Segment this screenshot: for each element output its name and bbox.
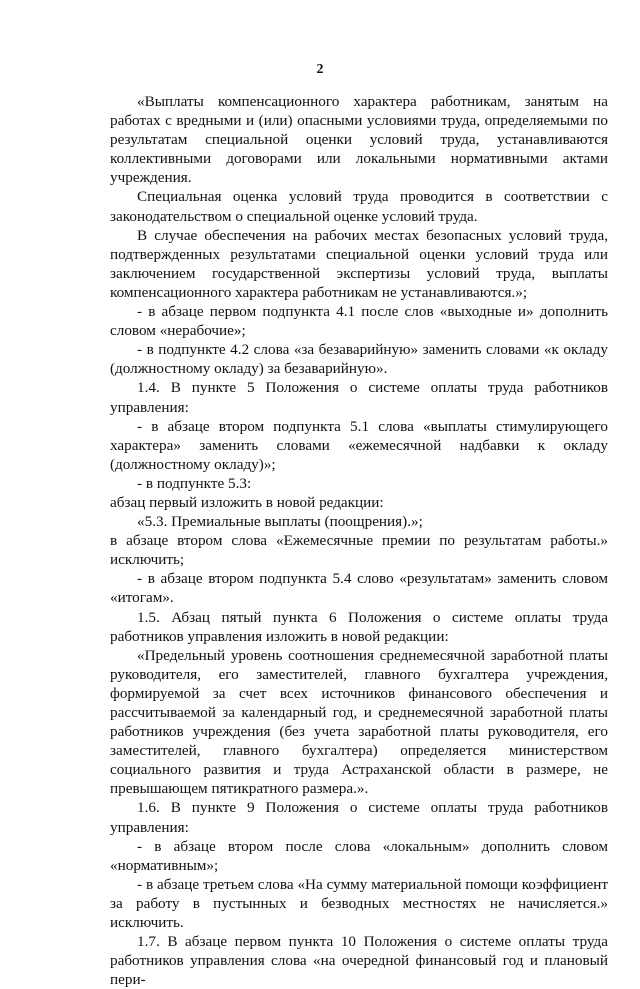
paragraph: «5.3. Премиальные выплаты (поощрения).»;	[137, 513, 423, 531]
paragraph: - в абзаце втором после слова «локальным» дополнить словом «нормативным»;	[110, 837, 608, 874]
paragraph: 1.6. В пункте 9 Положения о системе оплаты труда работников управления:	[110, 799, 608, 836]
paragraph: абзац первый изложить в новой редакции:	[110, 493, 384, 511]
paragraph: Специальная оценка условий труда проводится в соответствии с законодательством о специальной оценке условий труда.	[110, 188, 608, 225]
paragraph: - в абзаце третьем слова «На сумму материальной помощи коэффициент за работу в пустынных и безводных местностях не начисляется.» исключить.	[110, 875, 608, 932]
document-body	[110, 92, 608, 989]
paragraph: - в подпункте 4.2 слова «за безаварийную» заменить словами «к окладу (должностному окладу) за безаварийную».	[110, 341, 608, 378]
paragraph: 1.4. В пункте 5 Положения о системе оплаты труда работников управления:	[110, 379, 608, 416]
paragraph: - в абзаце втором подпункта 5.1 слова «выплаты стимулирующего характера» заменить словами «ежемесячной надбавки к окладу (должностному окладу)»;	[110, 417, 608, 473]
paragraph: «Выплаты компенсационного характера работникам, занятым на работах с вредными и (или) опасными условиями труда, определяемыми по результатам специальной оценки условий труда, устанавливаются коллективными договорами или локальными нормативными актами учреждения.	[110, 93, 608, 187]
page-number: 2	[316, 62, 324, 77]
paragraph: в абзаце втором слова «Ежемесячные премии по результатам работы.» исключить;	[110, 532, 608, 569]
paragraph: - в подпункте 5.3:	[137, 474, 252, 492]
paragraph: - в абзаце первом подпункта 4.1 после слов «выходные и» дополнить словом «нерабочие»;	[110, 303, 608, 340]
paragraph: 1.5. Абзац пятый пункта 6 Положения о системе оплаты труда работников управления изложить в новой редакции:	[110, 608, 608, 645]
paragraph: - в абзаце втором подпункта 5.4 слово «результатам» заменить словом «итогам».	[110, 570, 608, 607]
paragraph: 1.7. В абзаце первом пункта 10 Положения о системе оплаты труда работников управления слова «на очередной финансовый год и плановый пери-	[110, 933, 608, 989]
paragraph: «Предельный уровень соотношения среднемесячной заработной платы руководителя, его заместителей, главного бухгалтера учреждения, формируемой за счет всех источников финансового обеспечения и рассчитываемой за календарный год, и среднемесячной заработной платы работников учреждения (без учета заработной платы руководителя, его заместителей, главного бухгалтера) определяется министерством социального развития и труда Астраханской области в размере, не превышающем пятикратного размера.».	[110, 646, 608, 798]
paragraph: В случае обеспечения на рабочих местах безопасных условий труда, подтвержденных результатами специальной оценки условий труда или заключением государственной экспертизы условий труда, выплаты компенсационного характера работникам не устанавливаются.»;	[110, 226, 608, 301]
